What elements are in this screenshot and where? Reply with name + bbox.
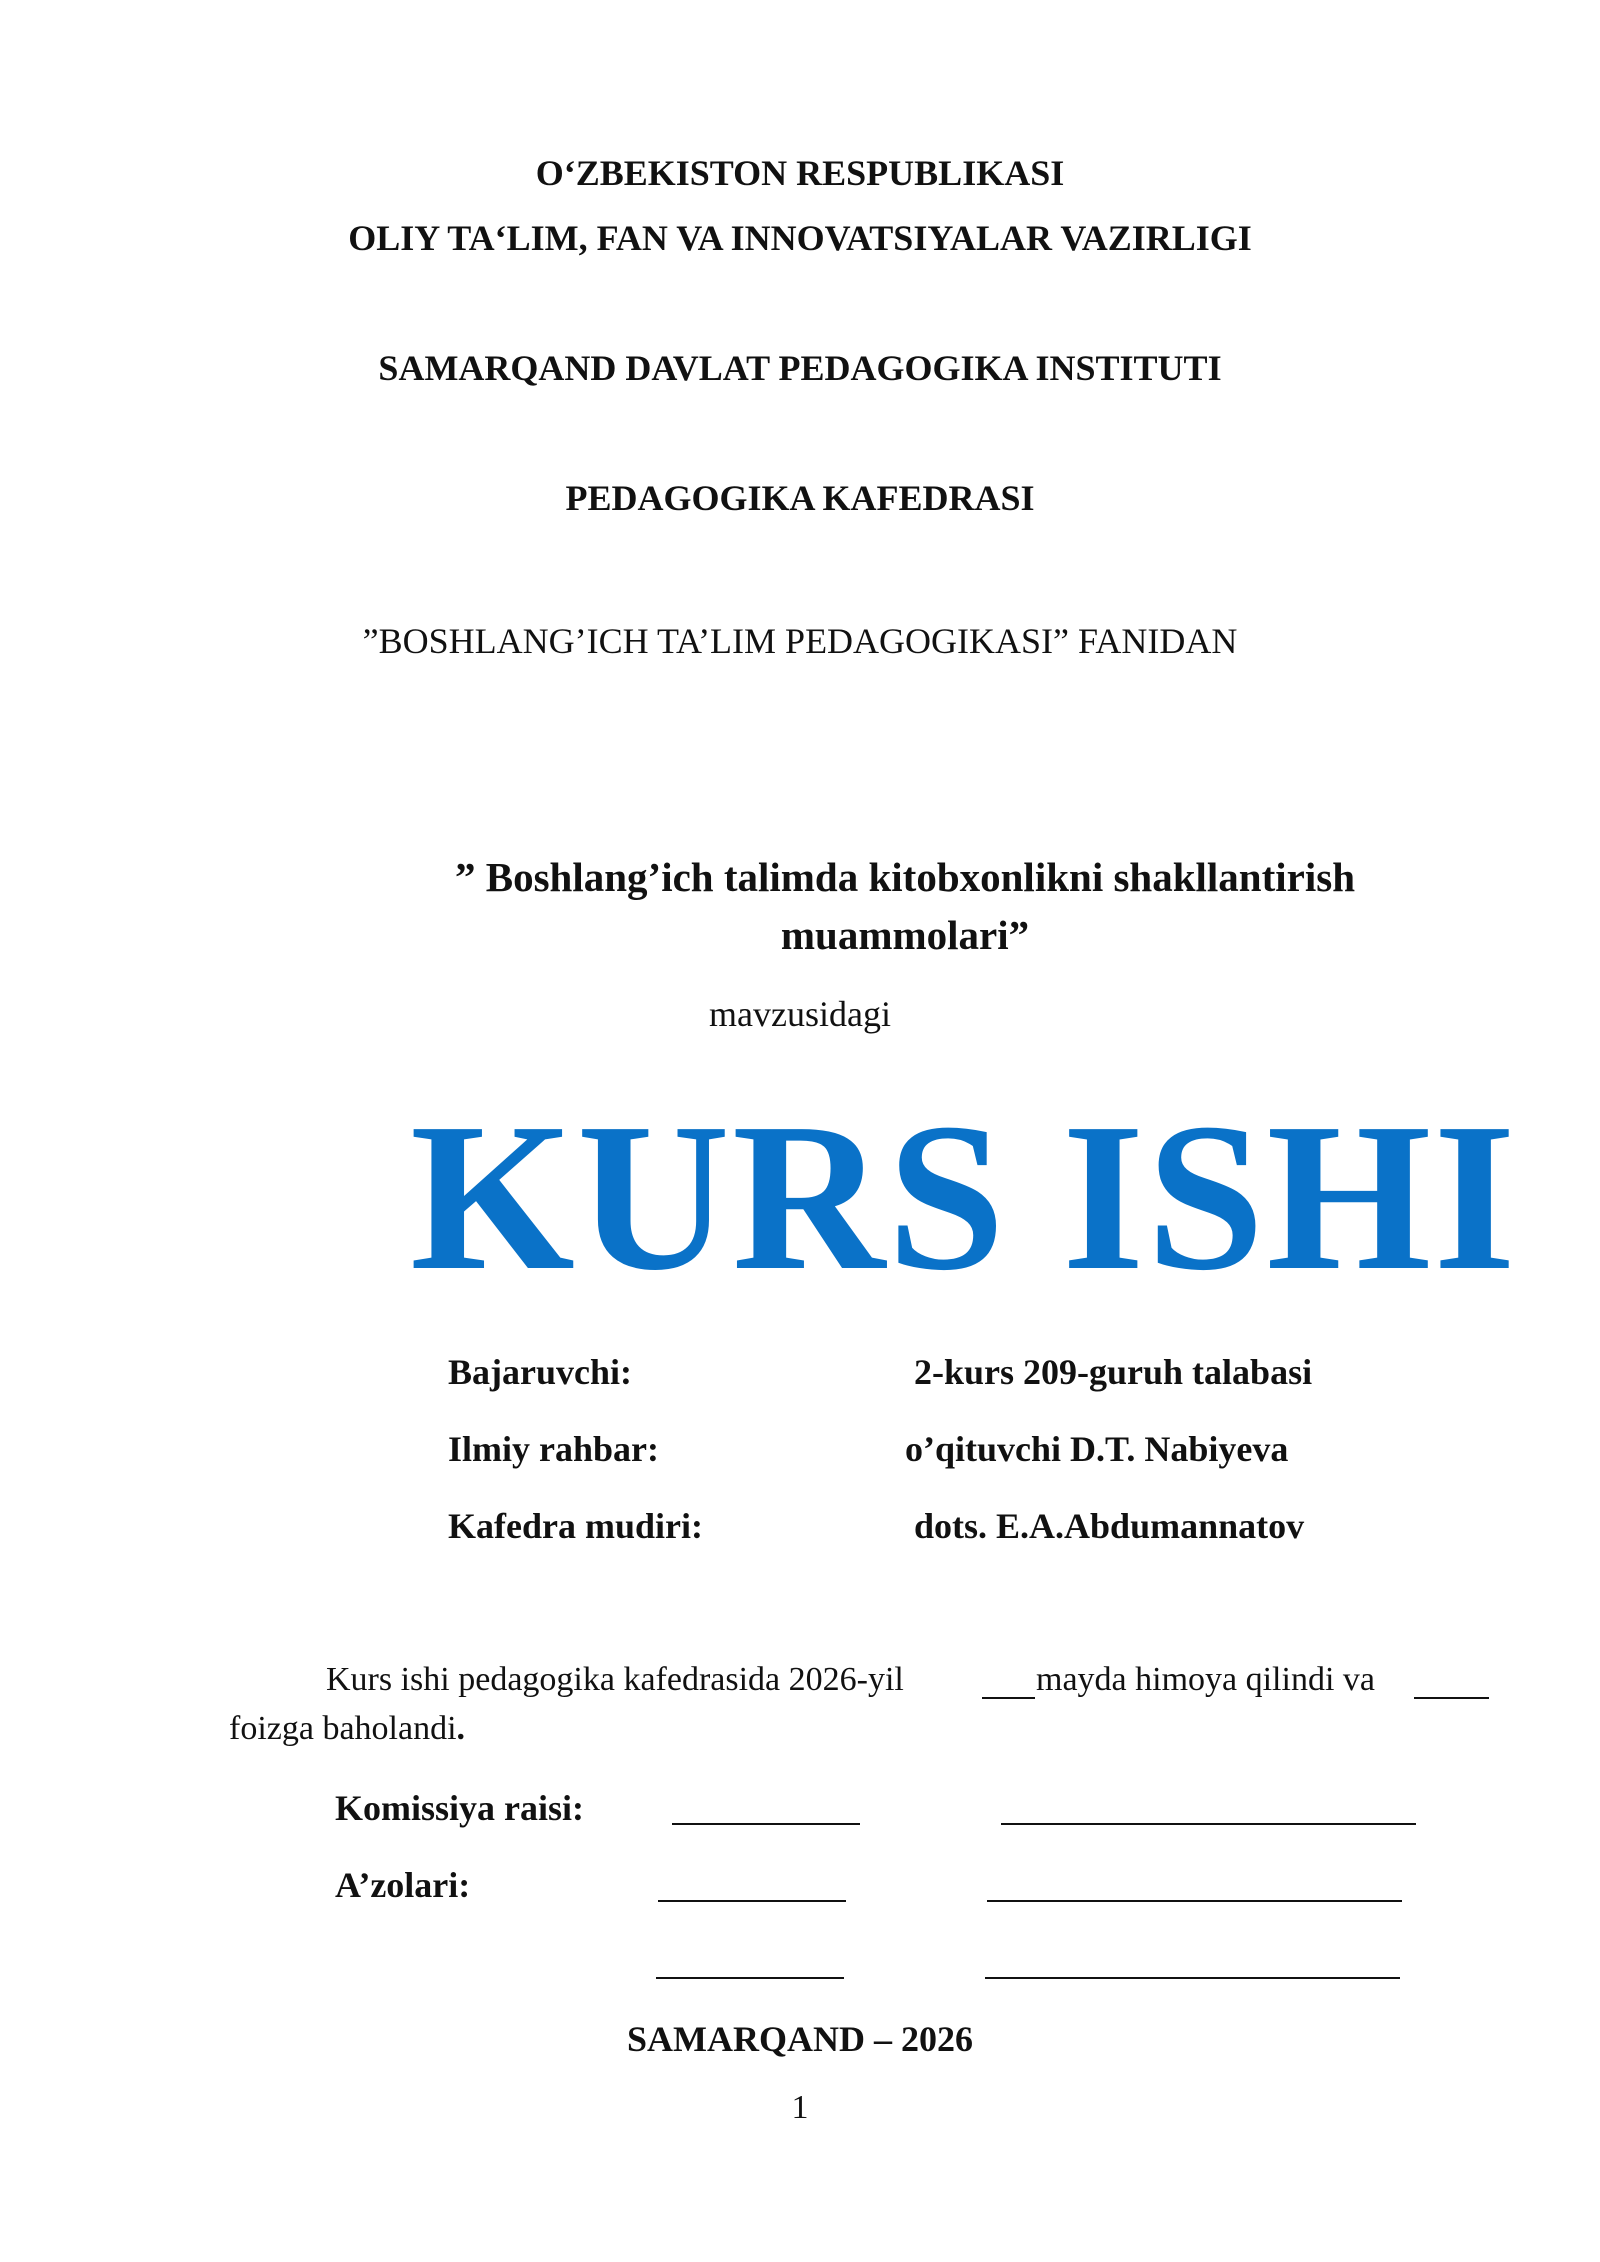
page-number: 1 bbox=[791, 2089, 809, 2126]
role-label-supervisor: Ilmiy rahbar: bbox=[448, 1429, 659, 1469]
role-value-head: dots. E.A.Abdumannatov bbox=[914, 1506, 1305, 1546]
topic-line-2: muammolari” bbox=[780, 912, 1030, 958]
role-value-supervisor: o’qituvchi D.T. Nabiyeva bbox=[905, 1429, 1289, 1469]
commission-chair-label: Komissiya raisi: bbox=[335, 1788, 584, 1828]
chair-signature-line bbox=[672, 1823, 860, 1825]
defense-period: . bbox=[456, 1710, 466, 1747]
chair-name-line bbox=[1001, 1823, 1416, 1825]
member1-name-line bbox=[987, 1900, 1402, 1902]
institute-name: SAMARQAND DAVLAT PEDAGOGIKA INSTITUTI bbox=[378, 348, 1222, 388]
role-label-head: Kafedra mudiri: bbox=[448, 1506, 703, 1546]
topic-suffix: mavzusidagi bbox=[709, 994, 891, 1034]
document-title: KURS ISHI bbox=[410, 1079, 1518, 1314]
ministry-line-1: O‘ZBEKISTON RESPUBLIKASI bbox=[535, 153, 1065, 193]
role-value-executor: 2-kurs 209-guruh talabasi bbox=[914, 1352, 1313, 1392]
role-label-executor: Bajaruvchi: bbox=[448, 1352, 632, 1392]
commission-members-label: A’zolari: bbox=[335, 1865, 471, 1905]
member2-signature-line bbox=[656, 1977, 844, 1979]
defense-text-3-words: foizga baholandi bbox=[229, 1710, 457, 1747]
subject-line: ”BOSHLANG’ICH TA’LIM PEDAGOGIKASI” FANIDAN bbox=[362, 621, 1238, 661]
ministry-line-2: OLIY TA‘LIM, FAN VA INNOVATSIYALAR VAZIRLIGI bbox=[348, 218, 1252, 258]
topic-title bbox=[300, 848, 1510, 964]
city-year: SAMARQAND – 2026 bbox=[627, 2019, 973, 2059]
department-name: PEDAGOGIKA KAFEDRASI bbox=[565, 478, 1035, 518]
topic-line-1: ” Boshlang’ich talimda kitobxonlikni shakllantirish bbox=[455, 854, 1355, 900]
defense-text-1: Kurs ishi pedagogika kafedrasida 2026-yil bbox=[326, 1661, 904, 1698]
defense-day-blank bbox=[982, 1697, 1035, 1699]
member1-signature-line bbox=[658, 1900, 846, 1902]
member2-name-line bbox=[985, 1977, 1400, 1979]
defense-score-blank bbox=[1414, 1697, 1489, 1699]
defense-text-2: mayda himoya qilindi va bbox=[1036, 1661, 1375, 1698]
defense-text-3 bbox=[229, 1710, 465, 1748]
